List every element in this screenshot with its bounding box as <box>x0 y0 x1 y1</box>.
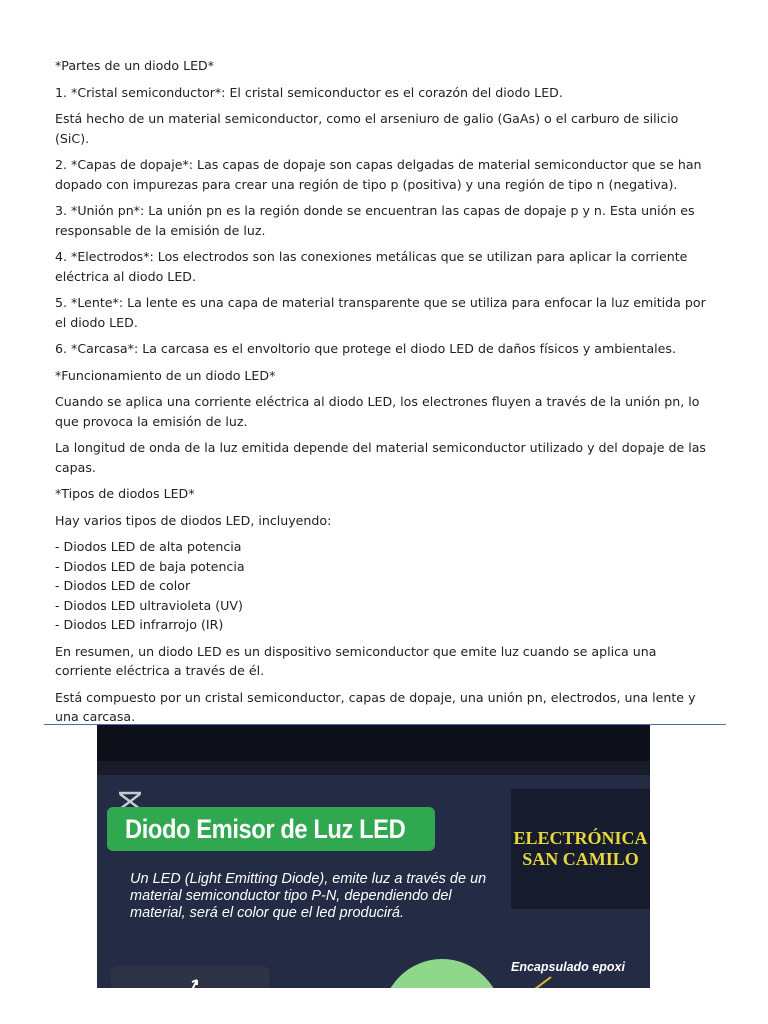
list-item: - Diodos LED de color <box>55 578 191 593</box>
callout-label: Encapsulado epoxi <box>511 960 625 974</box>
list-item: - Diodos LED infrarrojo (IR) <box>55 617 224 632</box>
paragraph: 4. *Electrodos*: Los electrodos son las conexiones metálicas que se utilizan para aplicar la corriente eléctrica al diodo LED. <box>55 249 688 284</box>
brand-line-1: ELECTRÓNICA <box>513 828 648 848</box>
paragraph: Está hecho de un material semiconductor, como el arseniuro de galio (GaAs) o el carburo de silicio (SiC). <box>55 111 679 146</box>
paragraph: 6. *Carcasa*: La carcasa es el envoltorio que protege el diodo LED de daños físicos y ambientales. <box>55 341 676 356</box>
brand-line-2: SAN CAMILO <box>522 849 639 869</box>
paragraph: Hay varios tipos de diodos LED, incluyendo: <box>55 512 332 528</box>
paragraph: Está compuesto por un cristal semiconductor, capas de dopaje, una unión pn, electrodos, una lente y una carcasa. <box>55 689 696 724</box>
poster-band <box>97 761 650 775</box>
heading-tipos: *Tipos de diodos LED* <box>55 486 195 501</box>
list-item: - Diodos LED de alta potencia <box>55 539 242 554</box>
list-item: - Diodos LED de baja potencia <box>55 558 245 574</box>
poster-title: Diodo Emisor de Luz LED <box>125 813 406 844</box>
poster-title-pill <box>107 807 435 851</box>
callout-pointer-icon <box>531 976 553 988</box>
paragraph: 3. *Unión pn*: La unión pn es la región donde se encuentran las capas de dopaje p y n. Esta unión es responsable de la emisión de luz. <box>55 203 695 238</box>
poster-top-bar <box>97 725 650 761</box>
document-text <box>55 56 715 734</box>
paragraph: 2. *Capas de dopaje*: Las capas de dopaje son capas delgadas de material semiconductor que se han dopado con impurezas para crear una región de tipo p (positiva) y una región de tipo n (negativa). <box>55 157 702 192</box>
paragraph: La longitud de onda de la luz emitida depende del material semiconductor utilizado y del dopaje de las capas. <box>55 440 706 475</box>
brand-logo <box>511 789 650 909</box>
arrow-icon <box>111 966 269 988</box>
led-types-list <box>55 537 715 635</box>
list-item: - Diodos LED ultravioleta (UV) <box>55 597 243 613</box>
paragraph: 5. *Lente*: La lente es una capa de material transparente que se utiliza para enfocar la luz emitida por el diodo LED. <box>55 295 706 330</box>
led-poster-image <box>97 725 650 988</box>
heading-funcionamiento: *Funcionamiento de un diodo LED* <box>55 367 276 383</box>
heading-partes: *Partes de un diodo LED* <box>55 58 215 73</box>
poster-description: Un LED (Light Emitting Diode), emite luz a través de un material semiconductor tipo P-N, dependiendo del material, será el color que el led producirá. <box>130 871 487 921</box>
led-symbol-card <box>111 966 269 988</box>
paragraph: En resumen, un diodo LED es un dispositivo semiconductor que emite luz cuando se aplica una corriente eléctrica a través de él. <box>55 643 657 678</box>
paragraph: 1. *Cristal semiconductor*: El cristal semiconductor es el corazón del diodo LED. <box>55 84 563 100</box>
paragraph: Cuando se aplica una corriente eléctrica al diodo LED, los electrones fluyen a través de la unión pn, lo que provoca la emisión de luz. <box>55 394 700 429</box>
